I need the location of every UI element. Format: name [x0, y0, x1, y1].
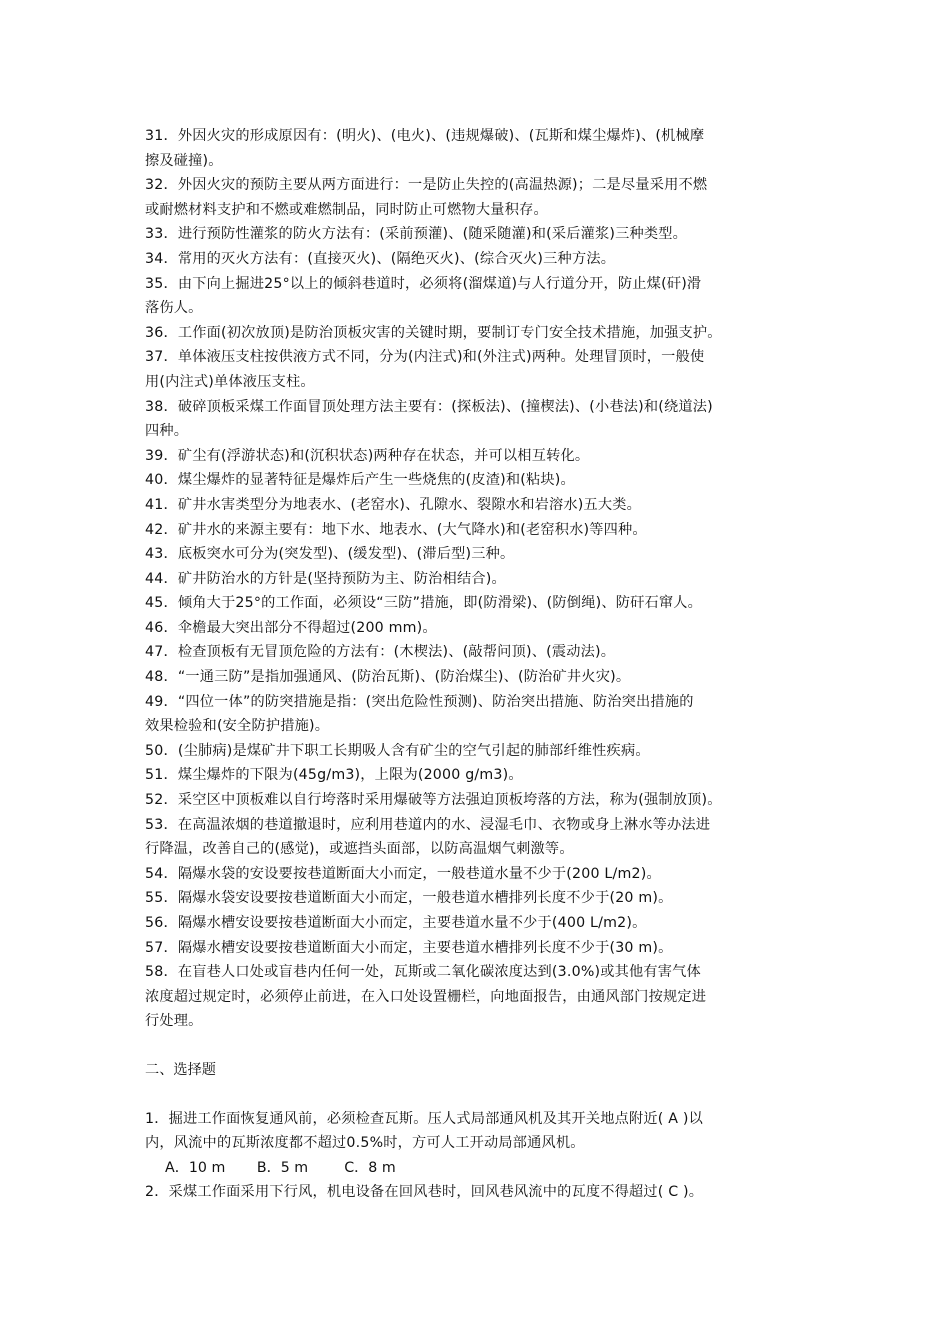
document-page — [145, 124, 815, 1205]
item-line: 56．隔爆水槽安设要按巷道断面大小而定，主要巷道水量不少于(400 L/m2)。 — [145, 915, 647, 931]
fill-in-item — [145, 321, 815, 346]
section-heading: 二、选择题 — [145, 1061, 216, 1078]
fill-in-item — [145, 542, 815, 567]
item-line: 49．“四位一体”的防突措施是指：(突出危险性预测)、防治突出措施、防治突出措施的 — [145, 693, 694, 710]
fill-in-item — [145, 960, 815, 1034]
fill-in-item — [145, 665, 815, 690]
item-line: 50．(尘肺病)是煤矿井下职工长期吸人含有矿尘的空气引起的肺部纤维性疾病。 — [145, 742, 650, 759]
item-line: 44．矿井防治水的方针是(坚持预防为主、防治相结合)。 — [145, 570, 506, 587]
item-line: 47．检查顶板有无冒顶危险的方法有：(木楔法)、(敲帮问顶)、(震动法)。 — [145, 644, 616, 661]
item-line: 34．常用的灭火方法有：(直接灭火)、(隔绝灭火)、(综合灭火)三种方法。 — [145, 250, 616, 267]
item-line: 36．工作面(初次放顶)是防治顶板灾害的关键时期，要制订专门安全技术措施，加强支护。 — [145, 324, 722, 341]
item-line: 效果检验和(安全防护措施)。 — [145, 718, 330, 735]
fill-in-item — [145, 616, 815, 641]
item-line: 37．单体液压支柱按供液方式不同，分为(内注式)和(外注式)两种。处理冒顶时，一般使 — [145, 349, 705, 366]
fill-in-item — [145, 395, 815, 444]
item-line: 40．煤尘爆炸的显著特征是爆炸后产生一些烧焦的(皮渣)和(粘块)。 — [145, 472, 575, 489]
item-line: 41．矿井水害类型分为地表水、(老窑水)、孔隙水、裂隙水和岩溶水)五大类。 — [145, 496, 642, 513]
fill-in-item — [145, 763, 815, 788]
fill-in-item — [145, 345, 815, 394]
fill-in-item — [145, 222, 815, 247]
item-line: 行降温，改善自己的(感觉)，或遮挡头面部，以防高温烟气刺激等。 — [145, 841, 574, 858]
item-line: 52．采空区中顶板难以自行垮落时采用爆破等方法强迫顶板垮落的方法，称为(强制放顶)。 — [145, 792, 722, 809]
fill-in-item — [145, 247, 815, 272]
choice-question-2 — [145, 1180, 815, 1205]
item-line: 四种。 — [145, 423, 189, 440]
item-line: 行处理。 — [145, 1013, 203, 1030]
fill-in-item — [145, 468, 815, 493]
question-line: 内，风流中的瓦斯浓度都不超过0.5%时，方可人工开动局部通风机。 — [145, 1135, 585, 1152]
item-line: 48．“一通三防”是指加强通风、(防治瓦斯)、(防治煤尘)、(防治矿井火灾)。 — [145, 669, 631, 686]
item-line: 53．在高温浓烟的巷道撤退时，应利用巷道内的水、浸湿毛巾、衣物或身上淋水等办法进 — [145, 816, 711, 833]
item-line: 55．隔爆水袋安设要按巷道断面大小而定，一般巷道水槽排列长度不少于(20 m)。 — [145, 890, 673, 907]
fill-in-item — [145, 739, 815, 764]
item-line: 58．在盲巷人口处或盲巷内任何一处，瓦斯或二氧化碳浓度达到(3.0%)或其他有害气体 — [145, 964, 701, 981]
fill-in-item — [145, 640, 815, 665]
item-line: 浓度超过规定时，必须停止前进，在入口处设置栅栏，向地面报告，由通风部门按规定进 — [145, 988, 707, 1005]
fill-in-item — [145, 886, 815, 911]
fill-in-section — [145, 124, 815, 1034]
item-line: 43．底板突水可分为(突发型)、(缓发型)、(滞后型)三种。 — [145, 546, 515, 563]
fill-in-item — [145, 518, 815, 543]
item-line: 51．煤尘爆炸的下限为(45g/m3)，上限为(2000 g/m3)。 — [145, 767, 523, 784]
fill-in-item — [145, 936, 815, 961]
item-line: 45．倾角大于25°的工作面，必须设“三防”措施，即(防滑梁)、(防倒绳)、防矸石窜人。 — [145, 595, 703, 612]
item-line: 46．伞檐最大突出部分不得超过(200 mm)。 — [145, 619, 437, 636]
item-line: 54．隔爆水袋的安设要按巷道断面大小而定，一般巷道水量不少于(200 L/m2)。 — [145, 865, 661, 882]
fill-in-item — [145, 493, 815, 518]
item-line: 39．矿尘有(浮游状态)和(沉积状态)两种存在状态，并可以相互转化。 — [145, 447, 590, 464]
item-line: 或耐燃材料支护和不燃或难燃制品，同时防止可燃物大量积存。 — [145, 201, 548, 218]
fill-in-item — [145, 272, 815, 321]
item-line: 31．外因火灾的形成原因有：(明火)、(电火)、(违规爆破)、(瓦斯和煤尘爆炸)、(机械摩 — [145, 128, 705, 144]
fill-in-item — [145, 444, 815, 469]
item-line: 38．破碎顶板采煤工作面冒顶处理方法主要有：(探板法)、(撞楔法)、(小巷法)和(绕道法) — [145, 398, 713, 415]
fill-in-item — [145, 911, 815, 936]
item-line: 42．矿井水的来源主要有：地下水、地表水、(大气降水)和(老窑积水)等四种。 — [145, 521, 647, 538]
choice-question-1 — [145, 1107, 815, 1181]
fill-in-item — [145, 862, 815, 887]
answer-options: A．10 m B．5 m C．8 m — [165, 1159, 396, 1176]
fill-in-item — [145, 813, 815, 862]
fill-in-item — [145, 591, 815, 616]
item-line: 57．隔爆水槽安设要按巷道断面大小而定，主要巷道水槽排列长度不少于(30 m)。 — [145, 939, 673, 956]
fill-in-item — [145, 567, 815, 592]
item-line: 落伤人。 — [145, 300, 203, 317]
fill-in-item — [145, 173, 815, 222]
item-line: 35．由下向上掘进25°以上的倾斜巷道时，必须将(溜煤道)与人行道分开，防止煤(矸)滑 — [145, 275, 702, 292]
question-line: 2．采煤工作面采用下行风，机电设备在回风巷时，回风巷风流中的瓦度不得超过( C )。 — [145, 1184, 704, 1201]
item-line: 32．外因火灾的预防主要从两方面进行：一是防止失控的(高温热源)；二是尽量采用不燃 — [145, 177, 708, 194]
item-line: 擦及碰撞)。 — [145, 152, 223, 169]
fill-in-item — [145, 124, 815, 173]
fill-in-item — [145, 788, 815, 813]
item-line: 33．进行预防性灌浆的防火方法有：(采前预灌)、(随采随灌)和(采后灌浆)三种类型。 — [145, 226, 688, 243]
question-line: 1．掘进工作面恢复通风前，必须检查瓦斯。压人式局部通风机及其开关地点附近( A )以 — [145, 1110, 703, 1127]
item-line: 用(内注式)单体液压支柱。 — [145, 373, 315, 390]
fill-in-item — [145, 690, 815, 739]
